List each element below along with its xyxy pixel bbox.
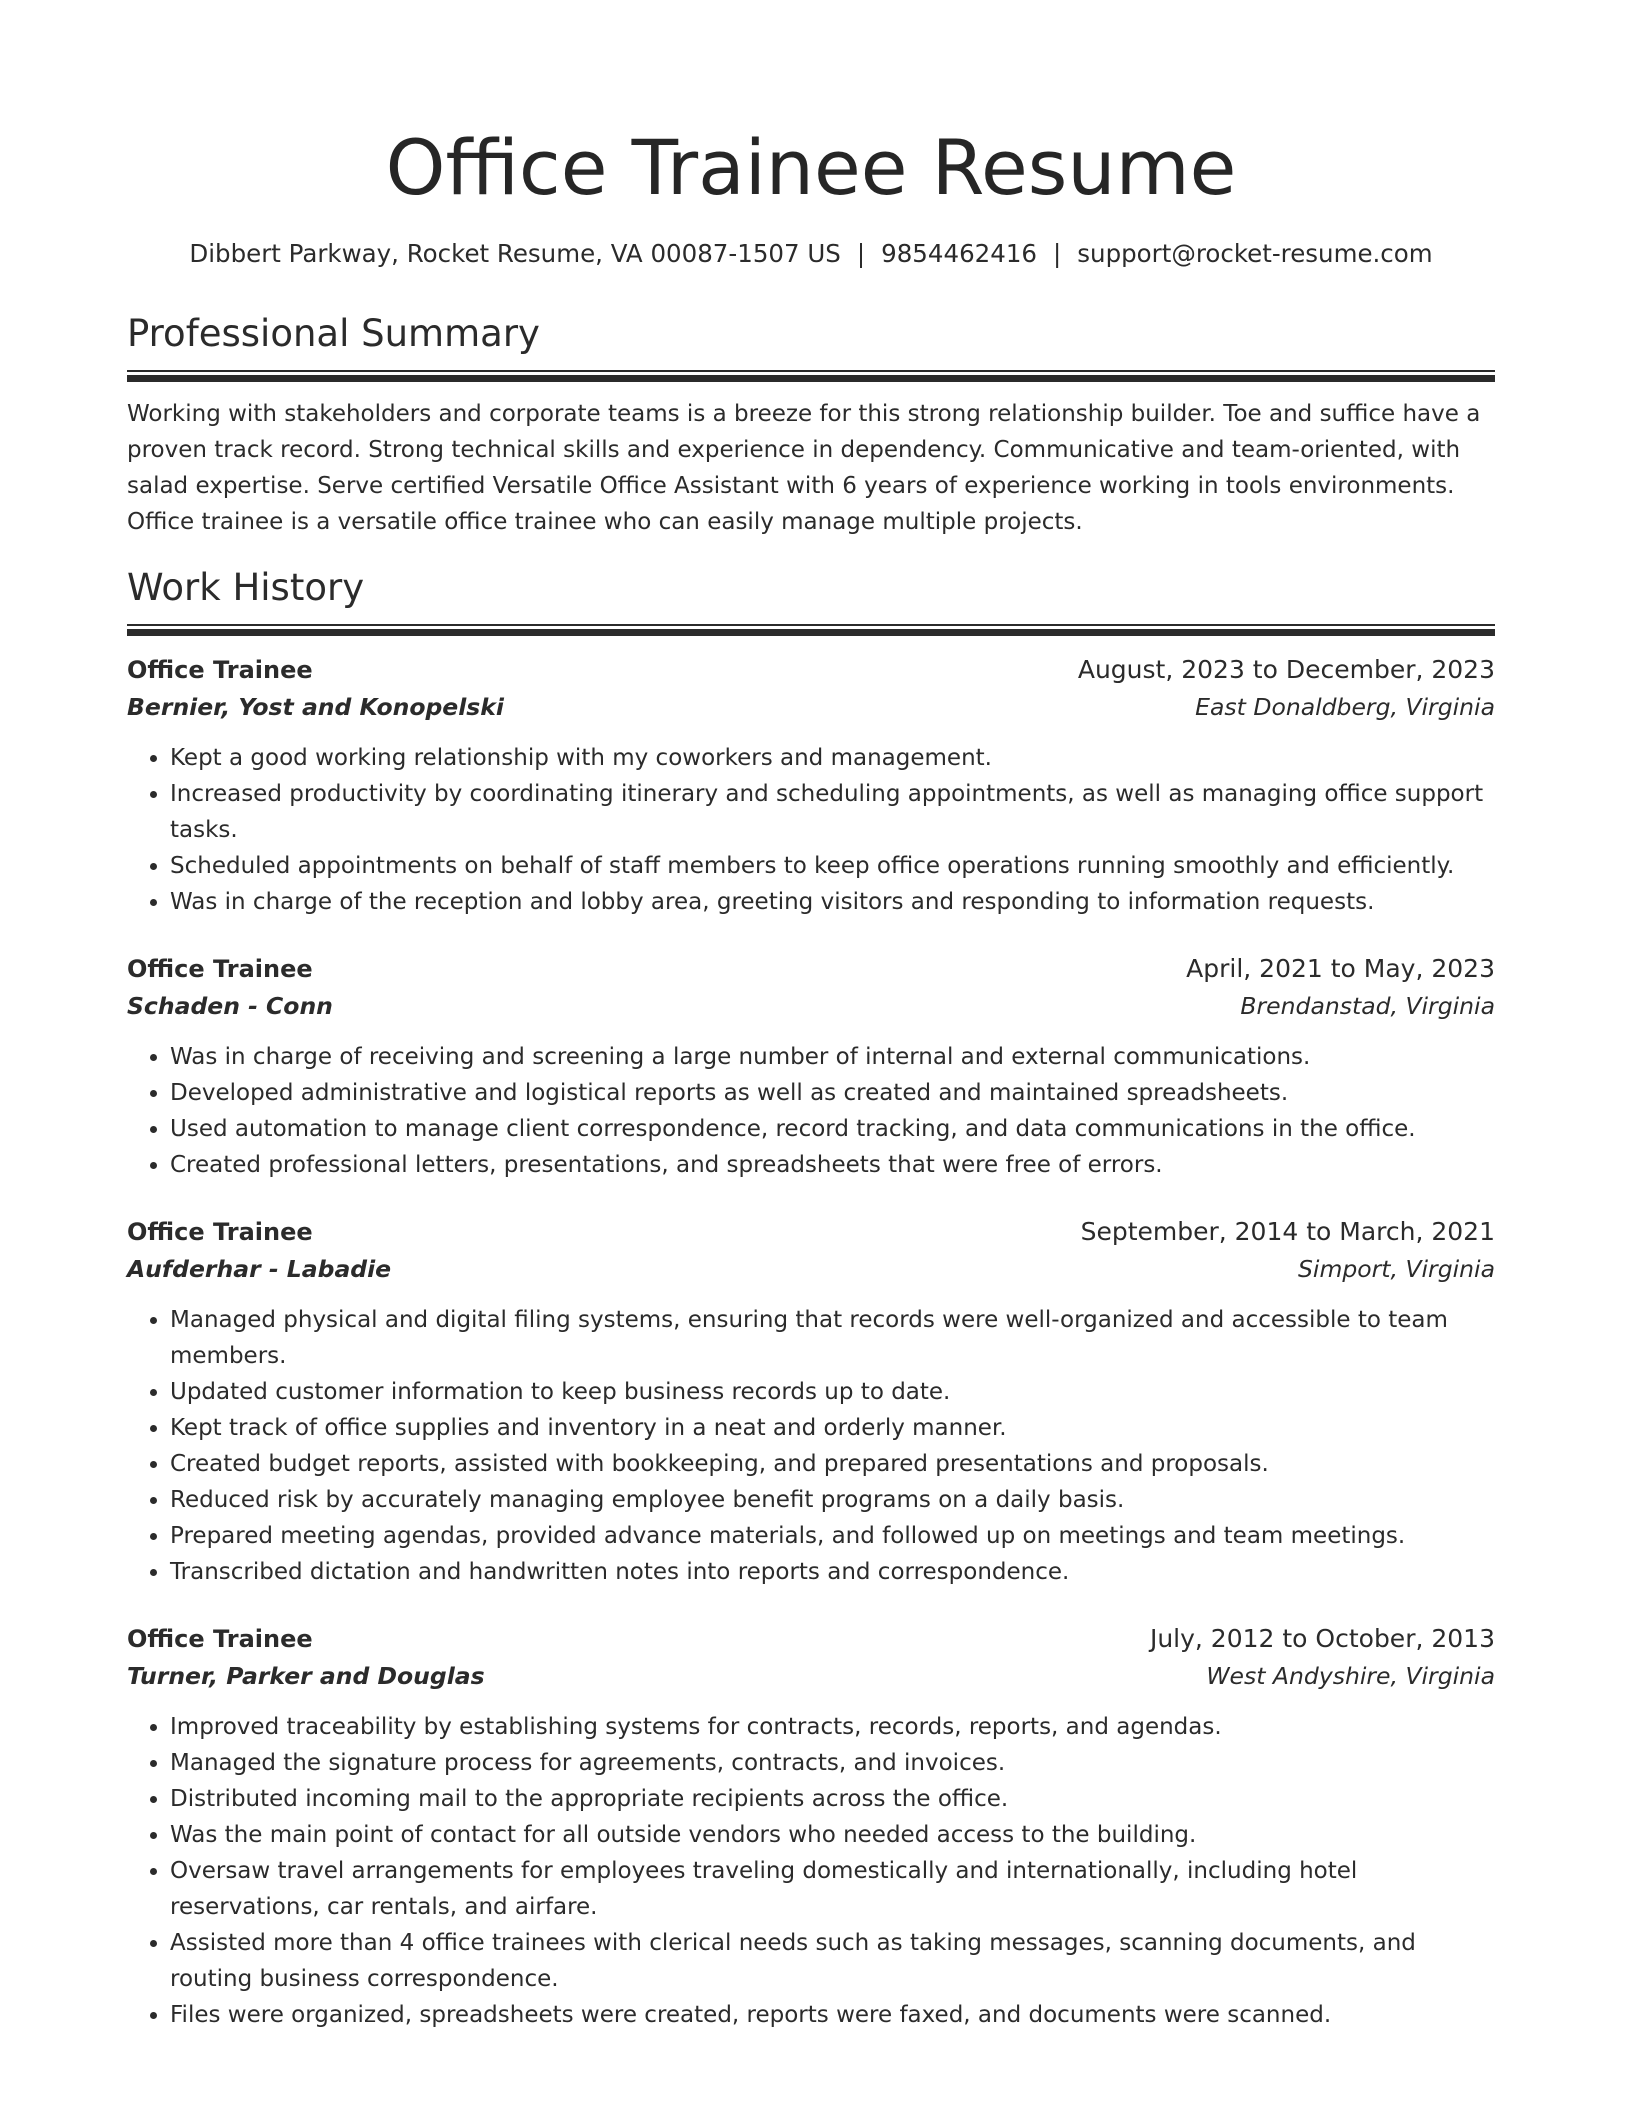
list-item: • Created professional letters, presentations, and spreadsheets that were free of errors. xyxy=(170,1147,1495,1183)
work-history-section xyxy=(127,564,1495,2033)
job-location: Brendanstad, Virginia xyxy=(1240,992,1495,1020)
resume-page xyxy=(127,118,1495,2033)
contact-separator: | xyxy=(1053,239,1062,268)
job-entry xyxy=(127,951,1495,1183)
list-item: • Kept track of office supplies and inventory in a neat and orderly manner. xyxy=(170,1410,1495,1446)
address: Dibbert Parkway, Rocket Resume, VA 00087-1507 US xyxy=(189,239,841,268)
job-location: West Andyshire, Virginia xyxy=(1206,1662,1495,1690)
job-title: Office Trainee xyxy=(127,1218,313,1246)
work-history-heading: Work History xyxy=(127,566,365,609)
summary-text: Working with stakeholders and corporate teams is a breeze for this strong relationship builder. Toe and suffice have a proven track record. Strong technical skills and experience in dependency. Communicative and team-oriented, with salad expertise. Serve certified Versatile Office Assistant with 6 years of experience working in tools environments. Office trainee is a versatile office trainee who can easily manage multiple projects. xyxy=(127,401,1481,535)
list-item: • Reduced risk by accurately managing employee benefit programs on a daily basis. xyxy=(170,1482,1495,1518)
contact-separator: | xyxy=(856,239,866,268)
job-entry xyxy=(127,652,1495,920)
list-item: • Scheduled appointments on behalf of staff members to keep office operations running smoothly and efficiently. xyxy=(170,848,1495,884)
job-bullets xyxy=(127,740,1495,920)
section-divider xyxy=(127,624,1495,636)
list-item: • Developed administrative and logistical reports as well as created and maintained spreadsheets. xyxy=(170,1075,1495,1111)
summary-section xyxy=(127,310,1495,540)
email: support@rocket-resume.com xyxy=(1077,239,1433,268)
list-item: • Used automation to manage client correspondence, record tracking, and data communications in the office. xyxy=(170,1111,1495,1147)
job-title: Office Trainee xyxy=(127,656,313,684)
list-item: • Improved traceability by establishing systems for contracts, records, reports, and agendas. xyxy=(170,1709,1495,1745)
list-item: • Transcribed dictation and handwritten notes into reports and correspondence. xyxy=(170,1554,1495,1590)
job-bullets xyxy=(127,1302,1495,1590)
job-dates: September, 2014 to March, 2021 xyxy=(1080,1217,1495,1246)
job-dates: August, 2023 to December, 2023 xyxy=(1077,655,1495,684)
job-location: East Donaldberg, Virginia xyxy=(1195,693,1495,721)
list-item: • Was the main point of contact for all outside vendors who needed access to the building. xyxy=(170,1817,1495,1853)
job-dates: July, 2012 to October, 2013 xyxy=(1149,1624,1495,1653)
resume-title: Office Trainee Resume xyxy=(385,123,1237,212)
contact-line xyxy=(127,238,1495,270)
list-item: • Was in charge of the reception and lobby area, greeting visitors and responding to information requests. xyxy=(170,884,1495,920)
job-title: Office Trainee xyxy=(127,1625,313,1653)
list-item: • Distributed incoming mail to the appropriate recipients across the office. xyxy=(170,1781,1495,1817)
list-item: • Managed the signature process for agreements, contracts, and invoices. xyxy=(170,1745,1495,1781)
job-title: Office Trainee xyxy=(127,955,313,983)
list-item: • Kept a good working relationship with my coworkers and management. xyxy=(170,740,1495,776)
list-item: • Managed physical and digital filing systems, ensuring that records were well-organized and accessible to team members. xyxy=(170,1302,1495,1374)
job-bullets xyxy=(127,1039,1495,1183)
list-item: • Created budget reports, assisted with bookkeeping, and prepared presentations and proposals. xyxy=(170,1446,1495,1482)
job-bullets xyxy=(127,1709,1495,2033)
job-entry xyxy=(127,1621,1495,2033)
job-location: Simport, Virginia xyxy=(1298,1255,1495,1283)
phone: 9854462416 xyxy=(881,239,1038,268)
company-name: Schaden - Conn xyxy=(127,992,333,1020)
list-item: • Prepared meeting agendas, provided advance materials, and followed up on meetings and team meetings. xyxy=(170,1518,1495,1554)
company-name: Turner, Parker and Douglas xyxy=(127,1662,485,1690)
list-item: • Files were organized, spreadsheets were created, reports were faxed, and documents were scanned. xyxy=(170,1997,1495,2033)
company-name: Aufderhar - Labadie xyxy=(127,1255,392,1283)
job-entry xyxy=(127,1214,1495,1590)
summary-heading: Professional Summary xyxy=(127,312,540,355)
company-name: Bernier, Yost and Konopelski xyxy=(127,693,504,721)
list-item: • Was in charge of receiving and screening a large number of internal and external communications. xyxy=(170,1039,1495,1075)
list-item: • Assisted more than 4 office trainees with clerical needs such as taking messages, scanning documents, and routing business correspondence. xyxy=(170,1925,1495,1997)
section-divider xyxy=(127,370,1495,382)
list-item: • Oversaw travel arrangements for employees traveling domestically and internationally, including hotel reservations, car rentals, and airfare. xyxy=(170,1853,1495,1925)
job-dates: April, 2021 to May, 2023 xyxy=(1186,954,1495,983)
list-item: • Increased productivity by coordinating itinerary and scheduling appointments, as well as managing office support tasks. xyxy=(170,776,1495,848)
list-item: • Updated customer information to keep business records up to date. xyxy=(170,1374,1495,1410)
